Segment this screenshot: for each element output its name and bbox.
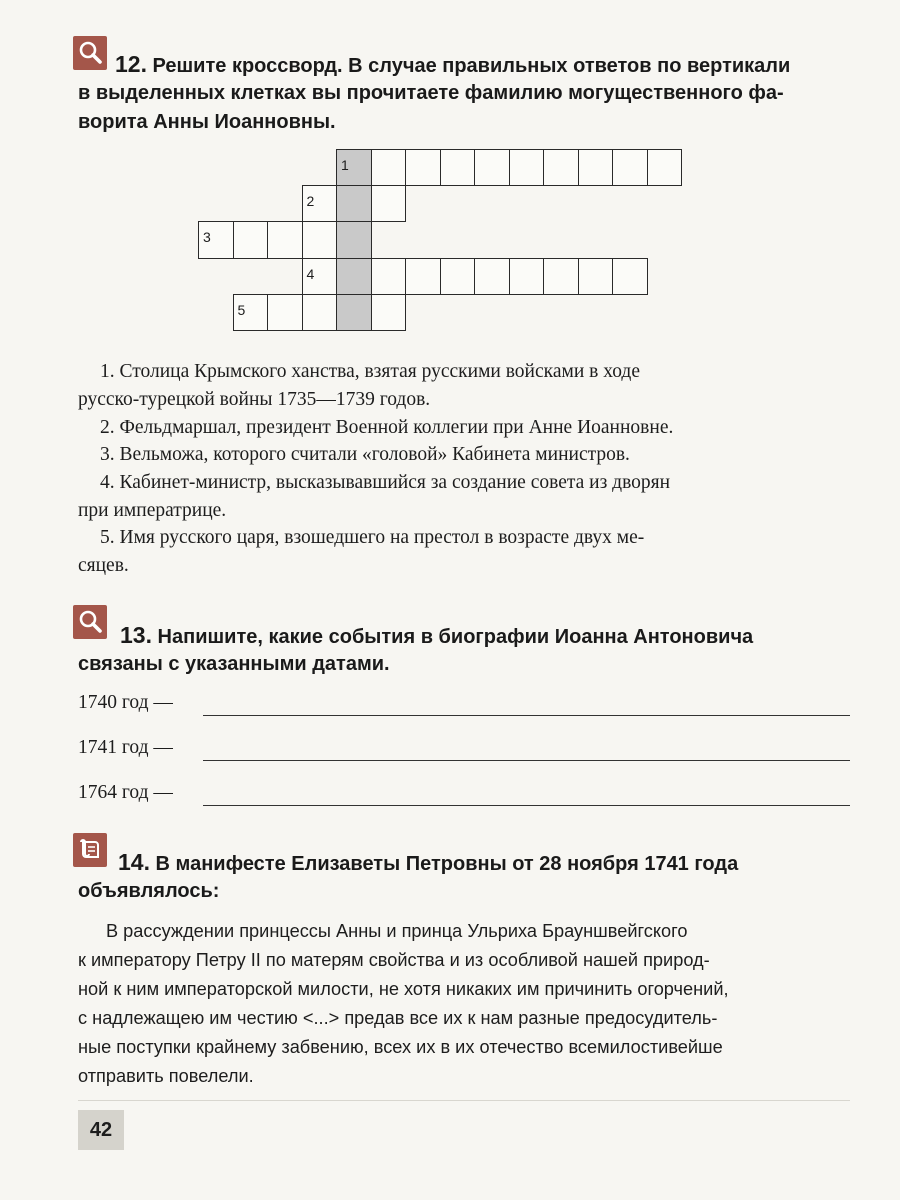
crossword-row-number: 4 <box>306 265 315 282</box>
crossword-cell[interactable] <box>233 221 269 258</box>
crossword-cell[interactable] <box>371 258 407 295</box>
manifesto-quote-line: ной к ним императорской милости, не хотя никаких им причинить огорчений, <box>78 979 729 999</box>
crossword-cell[interactable] <box>509 258 545 295</box>
clue-1: 1. Столица Крымского ханства, взятая русскими войсками в ходе <box>100 361 640 382</box>
crossword-cell[interactable] <box>405 258 441 295</box>
crossword-row-number: 3 <box>203 229 211 246</box>
date-1741: 1741 год — <box>78 737 173 758</box>
task-12-heading-line3: ворита Анны Иоанновны. <box>78 111 336 133</box>
task-12-heading-line2: в выделенных клетках вы прочитаете фамилию могущественного фа- <box>78 82 784 104</box>
magnifier-icon <box>73 36 107 70</box>
scroll-icon <box>73 833 107 867</box>
crossword-cell[interactable] <box>302 294 338 331</box>
task-13-heading: 13. Напишите, какие события в биографии Иоанна Антоновича <box>120 622 754 648</box>
answer-line-1741[interactable] <box>203 760 850 761</box>
crossword-cell[interactable] <box>474 258 510 295</box>
crossword-cell[interactable] <box>543 149 579 186</box>
crossword-cell[interactable] <box>302 221 338 258</box>
crossword-cell[interactable] <box>578 149 614 186</box>
clue-2: 2. Фельдмаршал, президент Военной коллегии при Анне Иоанновне. <box>100 417 674 438</box>
answer-line-1764[interactable] <box>203 805 850 806</box>
crossword-cell[interactable] <box>612 258 648 295</box>
task-13-heading-line2: связаны с указанными датами. <box>78 653 390 675</box>
crossword-cell[interactable] <box>371 294 407 331</box>
clue-1-cont: русско-турецкой войны 1735—1739 годов. <box>78 389 431 410</box>
clue-4-cont: при императрице. <box>78 500 227 521</box>
task-14-heading-line2: объявлялось: <box>78 880 220 902</box>
crossword-cell[interactable] <box>336 294 372 331</box>
clue-4: 4. Кабинет-министр, высказывавшийся за создание совета из дворян <box>100 472 671 493</box>
crossword-cell[interactable] <box>267 221 303 258</box>
date-1764: 1764 год — <box>78 782 173 803</box>
crossword-cell[interactable] <box>474 149 510 186</box>
crossword-cell[interactable] <box>543 258 579 295</box>
clue-5-cont: сяцев. <box>78 555 129 576</box>
clue-5: 5. Имя русского царя, взошедшего на престол в возрасте двух ме- <box>100 527 645 548</box>
task-14-heading: 14. В манифесте Елизаветы Петровны от 28 ноября 1741 года <box>118 849 739 875</box>
crossword-cell[interactable] <box>612 149 648 186</box>
magnifier-icon <box>73 605 107 639</box>
date-1740: 1740 год — <box>78 692 173 713</box>
page-number: 42 <box>78 1110 124 1150</box>
crossword-cell[interactable] <box>267 294 303 331</box>
crossword-cell[interactable] <box>336 221 372 258</box>
crossword-cell[interactable] <box>405 149 441 186</box>
crossword-row-number: 5 <box>237 301 246 318</box>
crossword-cell[interactable] <box>336 185 372 222</box>
manifesto-quote-line: с надлежащею им честию <...> предав все их к нам разные предосудитель- <box>78 1008 718 1028</box>
crossword-row-number: 2 <box>306 193 315 210</box>
crossword-row-number: 1 <box>341 157 349 173</box>
crossword-cell[interactable] <box>440 258 476 295</box>
manifesto-quote-line: к императору Петру II по матерям свойства и из особливой нашей природ- <box>78 950 710 970</box>
task-12-heading: 12. Решите кроссворд. В случае правильных ответов по вертикали <box>115 51 791 77</box>
crossword-cell[interactable] <box>647 149 683 186</box>
crossword-cell[interactable] <box>336 258 372 295</box>
manifesto-quote-line: ные поступки крайнему забвению, всех их в их отечество всемилостивейше <box>78 1037 723 1057</box>
crossword-cell[interactable] <box>509 149 545 186</box>
manifesto-quote-line: отправить повелели. <box>78 1066 254 1086</box>
clue-3: 3. Вельможа, которого считали «головой» Кабинета министров. <box>100 444 630 465</box>
divider <box>78 1100 850 1101</box>
crossword-cell[interactable] <box>578 258 614 295</box>
crossword-cell[interactable] <box>440 149 476 186</box>
answer-line-1740[interactable] <box>203 715 850 716</box>
manifesto-quote-line: В рассуждении принцессы Анны и принца Ульриха Брауншвейгского <box>106 921 688 941</box>
crossword-cell[interactable] <box>371 149 407 186</box>
crossword-cell[interactable] <box>371 185 407 222</box>
